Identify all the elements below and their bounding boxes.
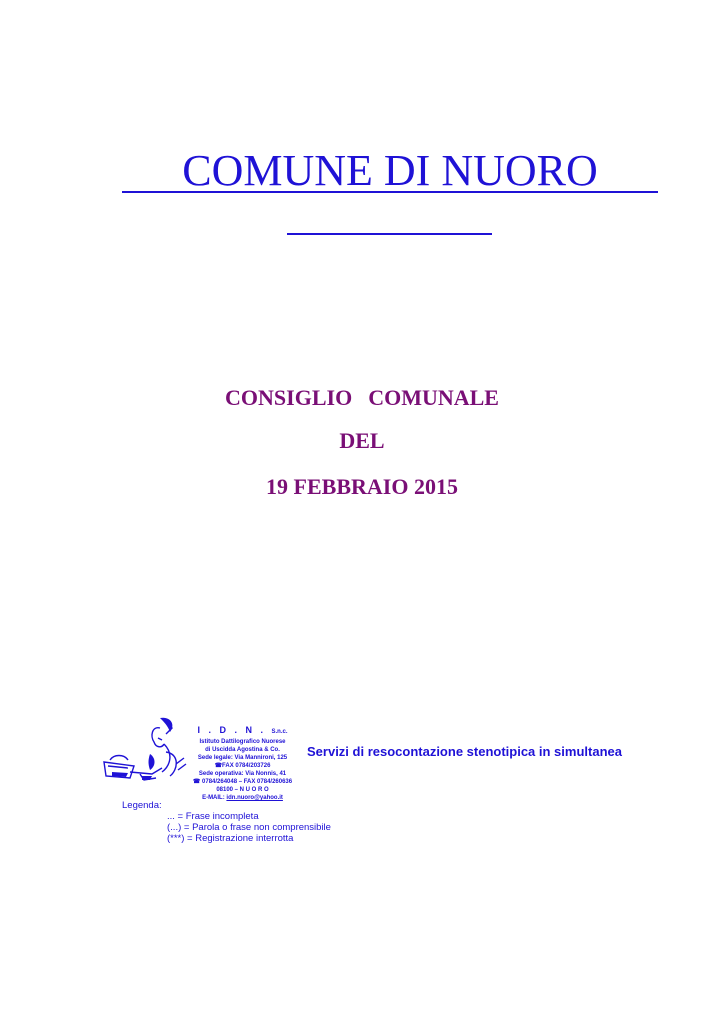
council-word-1: CONSIGLIO [225,385,353,410]
council-word-2: COMUNALE [368,385,499,410]
company-line: ☎ 0784/264048 – FAX 0784/260636 [192,779,293,785]
company-line: di Uscidda Agostina & Co. [205,747,280,753]
email-label: E-MAIL: [202,795,225,801]
legend [122,800,331,844]
company-line: Sede operativa: Via Nonnis, 41 [198,771,287,777]
council-heading [0,385,724,411]
company-suffix: S.n.c. [271,729,288,735]
legend-item: ... = Frase incompleta [167,811,259,822]
company-line: Istituto Dattilografico Nuorese [199,739,286,745]
legend-item: (...) = Parola o frase non comprensibile [167,822,331,833]
typist-logo-icon [100,714,190,790]
company-line: 08100 – N U O R O [216,787,269,793]
short-divider [287,233,492,235]
council-date: 19 FEBBRAIO 2015 [266,474,458,499]
services-tagline: Servizi di resocontazione stenotipica in simultanea [307,744,622,759]
title-underline [122,191,658,193]
page-title: COMUNE DI NUORO [182,146,598,195]
legend-item: (***) = Registrazione interrotta [167,833,294,844]
company-line: ☎FAX 0784/203726 [214,763,271,769]
council-del: DEL [339,428,385,453]
email-link[interactable]: idn.nuoro@yahoo.it [226,795,283,801]
legend-title: Legenda: [122,800,162,811]
company-name [190,725,295,738]
company-block [190,725,295,802]
company-line: Sede legale: Via Mannironi, 125 [197,755,288,761]
company-name-text: I . D . N . [197,725,266,735]
